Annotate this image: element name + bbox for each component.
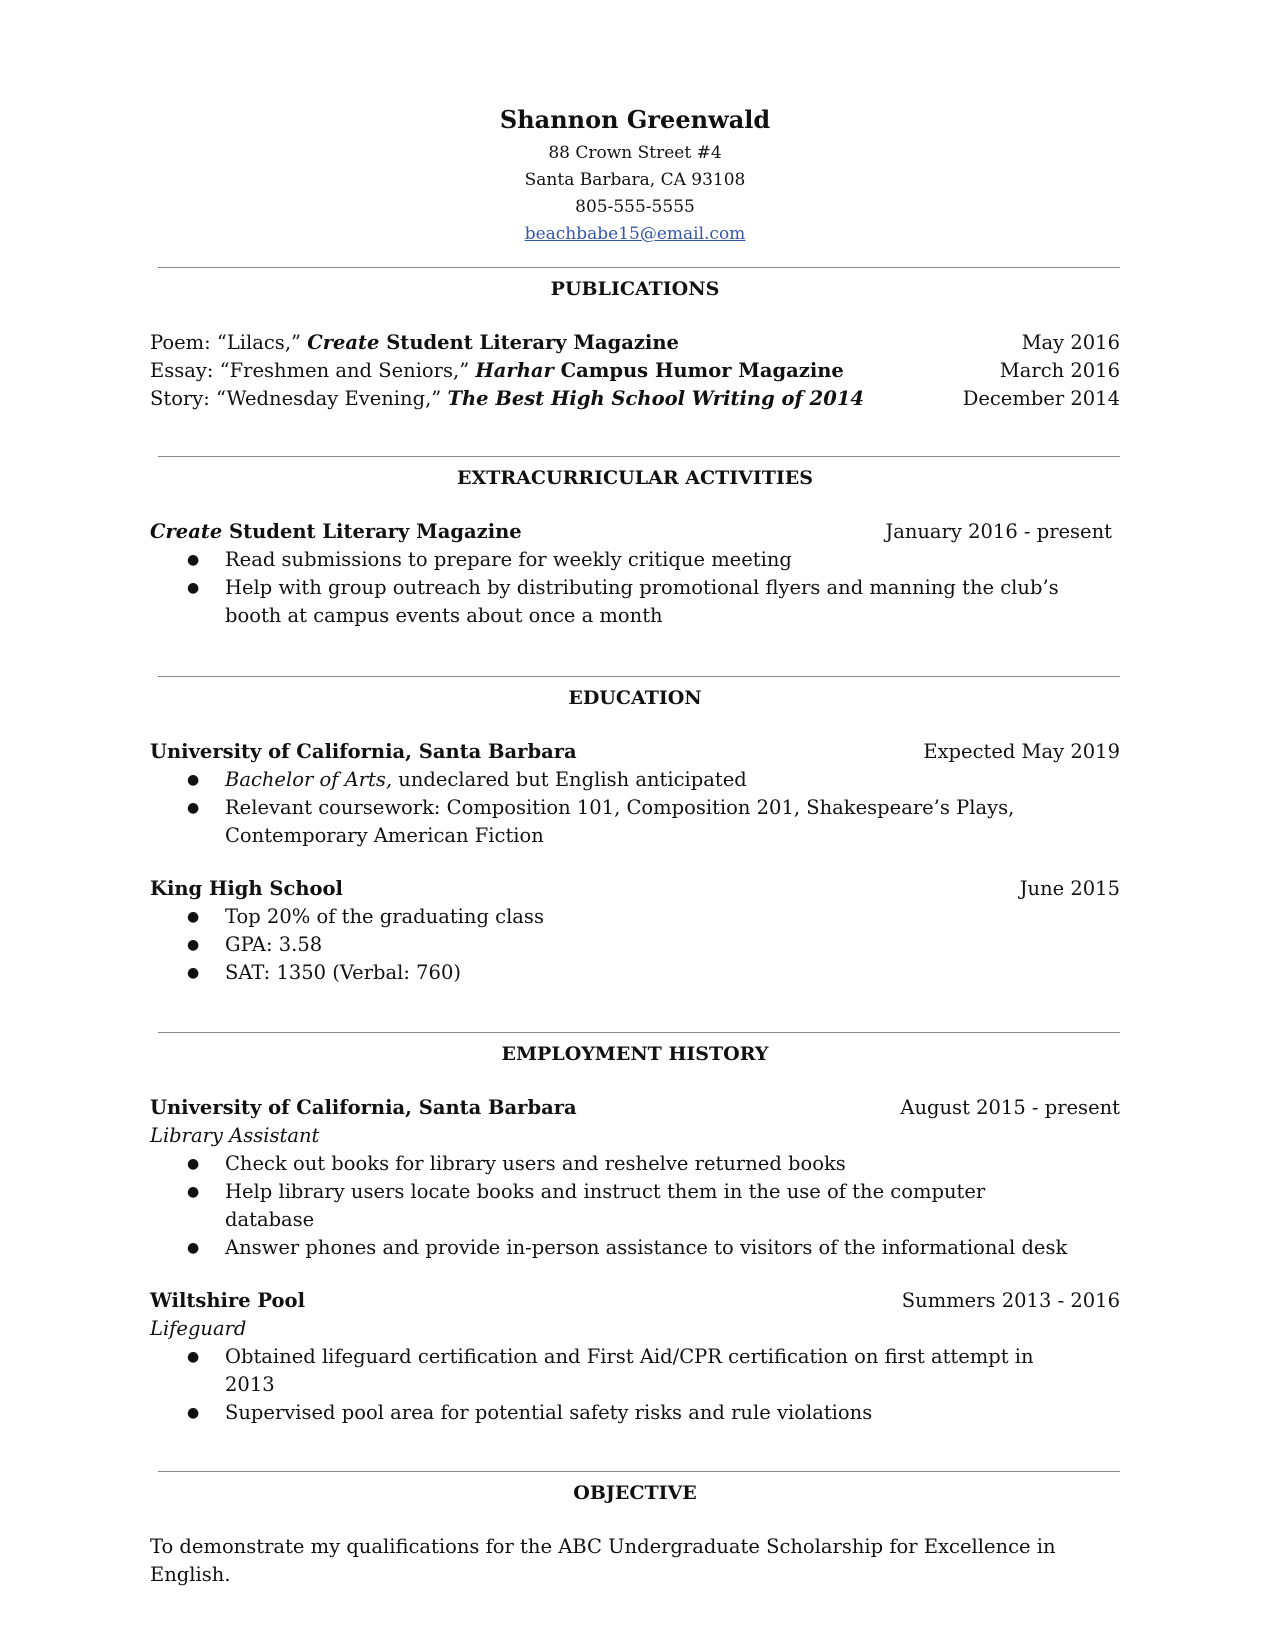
list-item: ● Help with group outreach by distributing promotional flyers and manning the club’s booth at campus events about once a month [187, 576, 1059, 627]
list-item: ● Supervised pool area for potential safety risks and rule violations [150, 1399, 1075, 1427]
degree-name: Bachelor of Arts, [225, 768, 393, 791]
bullet-icon: ● [187, 1156, 200, 1172]
bullet-icon: ● [187, 1349, 200, 1365]
publication-venue: Campus Humor Magazine [553, 359, 844, 382]
extracurricular-org-italic: Create [150, 520, 223, 543]
job-title: Lifeguard [150, 1317, 247, 1340]
education-date: Expected May 2019 [923, 740, 1120, 763]
publication-title: Essay: “Freshmen and Seniors,” [150, 359, 476, 382]
publication-title: Story: “Wednesday Evening,” [150, 387, 448, 410]
extracurricular-entry-head [150, 518, 1120, 546]
resume-header [150, 104, 1120, 248]
publication-date: March 2016 [999, 359, 1120, 382]
list-item: ● GPA: 3.58 [150, 931, 1075, 959]
list-item [150, 766, 1075, 794]
list-item: ● Check out books for library users and reshelve returned books [150, 1150, 1075, 1178]
phone-number: 805-555-5555 [575, 197, 695, 217]
education-heading: EDUCATION [568, 687, 702, 709]
bullet-icon: ● [187, 965, 200, 981]
education-entry-head [150, 875, 1120, 903]
email-link[interactable]: beachbabe15@email.com [524, 224, 746, 244]
education-bullets [150, 766, 1120, 850]
applicant-name: Shannon Greenwald [499, 105, 771, 134]
list-item [150, 794, 1075, 850]
publication-date: May 2016 [1021, 331, 1120, 354]
education-date: June 2015 [1019, 877, 1120, 900]
list-item: ● Obtained lifeguard certification and First Aid/CPR certification on first attempt in 2013 [187, 1345, 1034, 1396]
bullet-icon: ● [187, 552, 200, 568]
employer-name: University of California, Santa Barbara [150, 1096, 577, 1119]
bullet-icon: ● [187, 772, 200, 788]
bullet-icon: ● [187, 580, 200, 596]
education-org: University of California, Santa Barbara [150, 740, 577, 763]
employment-heading: EMPLOYMENT HISTORY [501, 1043, 769, 1065]
employer-name: Wiltshire Pool [150, 1289, 305, 1312]
extracurricular-bullets [150, 546, 1120, 630]
degree-note: undeclared but English anticipated [392, 768, 747, 791]
publication-venue-italic: Harhar [475, 359, 554, 382]
coursework: Relevant coursework: Composition 101, Composition 201, Shakespeare’s Plays, Contemporary American Fiction [225, 796, 1015, 847]
extracurricular-date: January 2016 - present [885, 520, 1112, 543]
publication-venue-italic: Create [307, 331, 380, 354]
highschool-bullets [150, 903, 1120, 987]
education-org: King High School [150, 877, 343, 900]
bullet-icon: ● [187, 1405, 200, 1421]
employment-date: August 2015 - present [900, 1096, 1120, 1119]
job-bullets [150, 1343, 1120, 1427]
publication-venue: Student Literary Magazine [379, 331, 679, 354]
publication-item [150, 329, 1120, 357]
publication-venue-italic: The Best High School Writing of 2014 [447, 387, 864, 410]
address-line-1: 88 Crown Street #4 [548, 143, 722, 163]
list-item: ● Answer phones and provide in-person assistance to visitors of the informational desk [150, 1234, 1075, 1262]
employment-entry-head [150, 1287, 1120, 1315]
publication-item [150, 357, 1120, 385]
bullet-icon: ● [187, 800, 200, 816]
job-title: Library Assistant [150, 1124, 320, 1147]
employment-date: Summers 2013 - 2016 [901, 1289, 1120, 1312]
extracurricular-heading: EXTRACURRICULAR ACTIVITIES [457, 467, 813, 489]
education-entry-head [150, 738, 1120, 766]
address-line-2: Santa Barbara, CA 93108 [524, 170, 746, 190]
publication-item [150, 385, 1120, 413]
publication-title: Poem: “Lilacs,” [150, 331, 308, 354]
publication-date: December 2014 [962, 387, 1120, 410]
objective-heading: OBJECTIVE [573, 1482, 697, 1504]
employment-entry-head [150, 1094, 1120, 1122]
job-bullets [150, 1150, 1120, 1262]
bullet-icon: ● [187, 937, 200, 953]
resume-page [150, 100, 1120, 1589]
extracurricular-org: Student Literary Magazine [222, 520, 522, 543]
bullet-icon: ● [187, 1240, 200, 1256]
publications-list [150, 329, 1120, 413]
bullet-icon: ● [187, 909, 200, 925]
bullet-icon: ● [187, 1184, 200, 1200]
publications-heading: PUBLICATIONS [550, 278, 720, 300]
objective-text: To demonstrate my qualifications for the ABC Undergraduate Scholarship for Excellence in English. [150, 1535, 1056, 1586]
list-item: ● Help library users locate books and instruct them in the use of the computer database [187, 1180, 986, 1231]
list-item: ● SAT: 1350 (Verbal: 760) [150, 959, 1075, 987]
list-item: ● Read submissions to prepare for weekly critique meeting [150, 546, 1075, 574]
list-item: ● Top 20% of the graduating class [150, 903, 1075, 931]
